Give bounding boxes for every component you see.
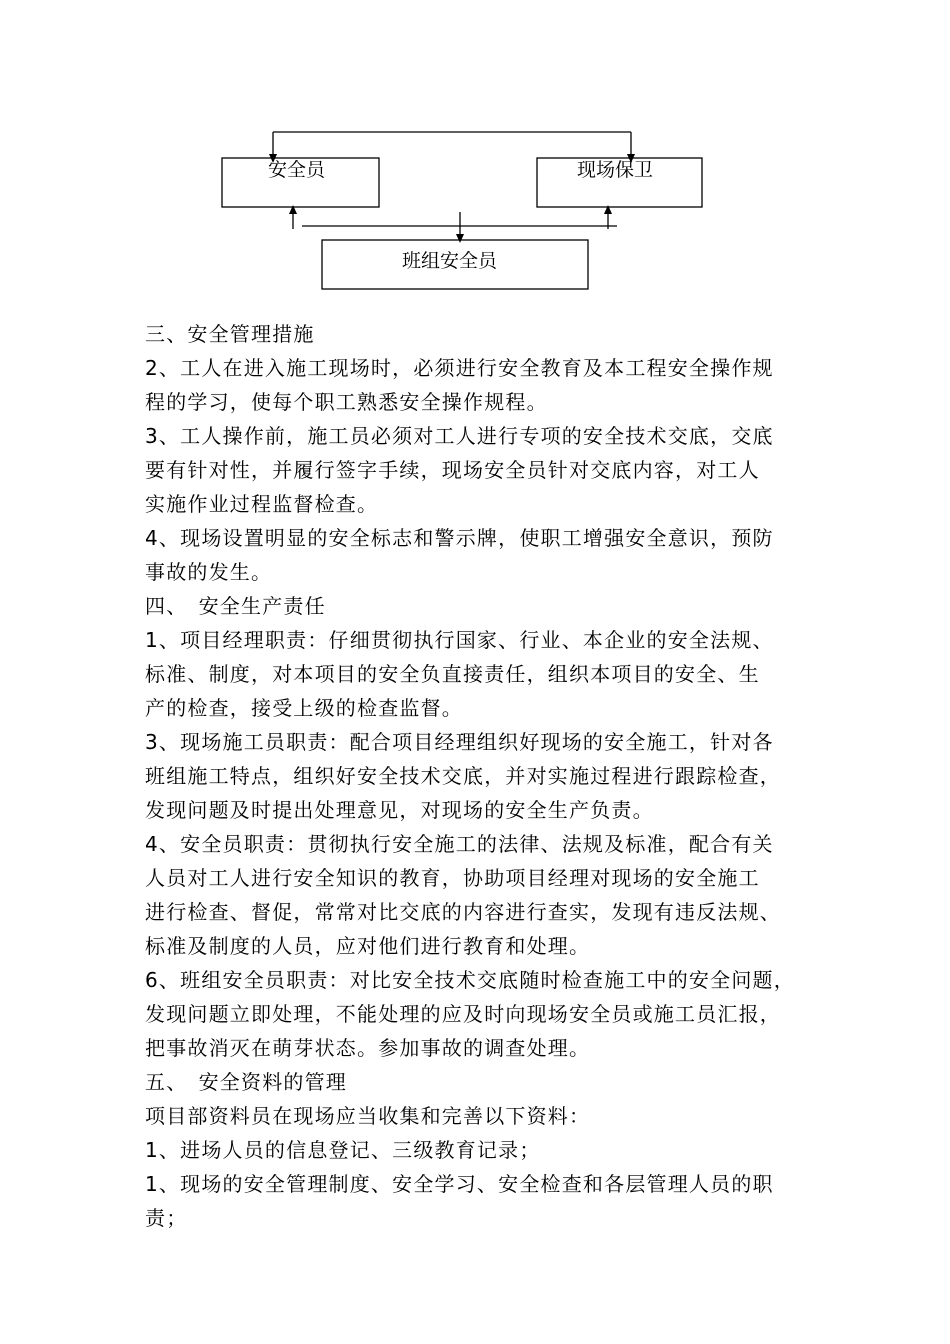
- section-heading: 五、 安全资料的管理: [145, 1070, 347, 1094]
- text-line: 1、进场人员的信息登记、三级教育记录；: [145, 1138, 541, 1162]
- text-line: 要有针对性，并履行签字手续，现场安全员针对交底内容，对工人: [145, 458, 760, 482]
- text-line: 1、现场的安全管理制度、安全学习、安全检查和各层管理人员的职: [145, 1172, 774, 1196]
- text-line: 发现问题立即处理，不能处理的应及时向现场安全员或施工员汇报，: [145, 1002, 781, 1026]
- text-line: 产的检查，接受上级的检查监督。: [145, 696, 463, 720]
- text-line: 项目部资料员在现场应当收集和完善以下资料：: [145, 1104, 591, 1128]
- text-line: 标准、制度，对本项目的安全负直接责任，组织本项目的安全、生: [145, 662, 760, 686]
- text-line: 把事故消灭在萌芽状态。参加事故的调查处理。: [145, 1036, 591, 1060]
- text-line: 3、现场施工员职责：配合项目经理组织好现场的安全施工，针对各: [145, 730, 774, 754]
- text-line: 4、现场设置明显的安全标志和警示牌，使职工增强安全意识，预防: [145, 526, 774, 550]
- text-line: 进行检查、督促，常常对比交底的内容进行查实，发现有违反法规、: [145, 900, 781, 924]
- text-line: 班组施工特点，组织好安全技术交底，并对实施过程进行跟踪检查，: [145, 764, 781, 788]
- text-line: 6、班组安全员职责：对比安全技术交底随时检查施工中的安全问题，: [145, 968, 795, 992]
- text-line: 2、工人在进入施工现场时，必须进行安全教育及本工程安全操作规: [145, 356, 774, 380]
- arrowhead-down-center: [456, 234, 464, 243]
- top-connector: [273, 132, 631, 158]
- node-team-safety-officer-label: 班组安全员: [402, 250, 498, 272]
- text-line: 3、工人操作前，施工员必须对工人进行专项的安全技术交底，交底: [145, 424, 774, 448]
- node-safety-officer-label: 安全员: [268, 159, 326, 181]
- section-heading: 四、 安全生产责任: [145, 594, 326, 618]
- text-line: 人员对工人进行安全知识的教育，协助项目经理对现场的安全施工: [145, 866, 760, 890]
- text-line: 1、项目经理职责：仔细贯彻执行国家、行业、本企业的安全法规、: [145, 628, 774, 652]
- bottom-connector: [293, 212, 617, 238]
- text-line: 实施作业过程监督检查。: [145, 492, 379, 516]
- org-chart-diagram: [0, 0, 950, 310]
- text-line: 责；: [145, 1206, 188, 1230]
- text-line: 程的学习，使每个职工熟悉安全操作规程。: [145, 390, 548, 414]
- section-heading: 三、安全管理措施: [145, 322, 315, 346]
- text-line: 标准及制度的人员，应对他们进行教育和处理。: [145, 934, 591, 958]
- text-line: 事故的发生。: [145, 560, 273, 584]
- node-site-guard-label: 现场保卫: [577, 159, 654, 181]
- text-line: 4、安全员职责：贯彻执行安全施工的法律、法规及标准，配合有关: [145, 832, 774, 856]
- document-body: [145, 317, 835, 1235]
- text-line: 发现问题及时提出处理意见，对现场的安全生产负责。: [145, 798, 654, 822]
